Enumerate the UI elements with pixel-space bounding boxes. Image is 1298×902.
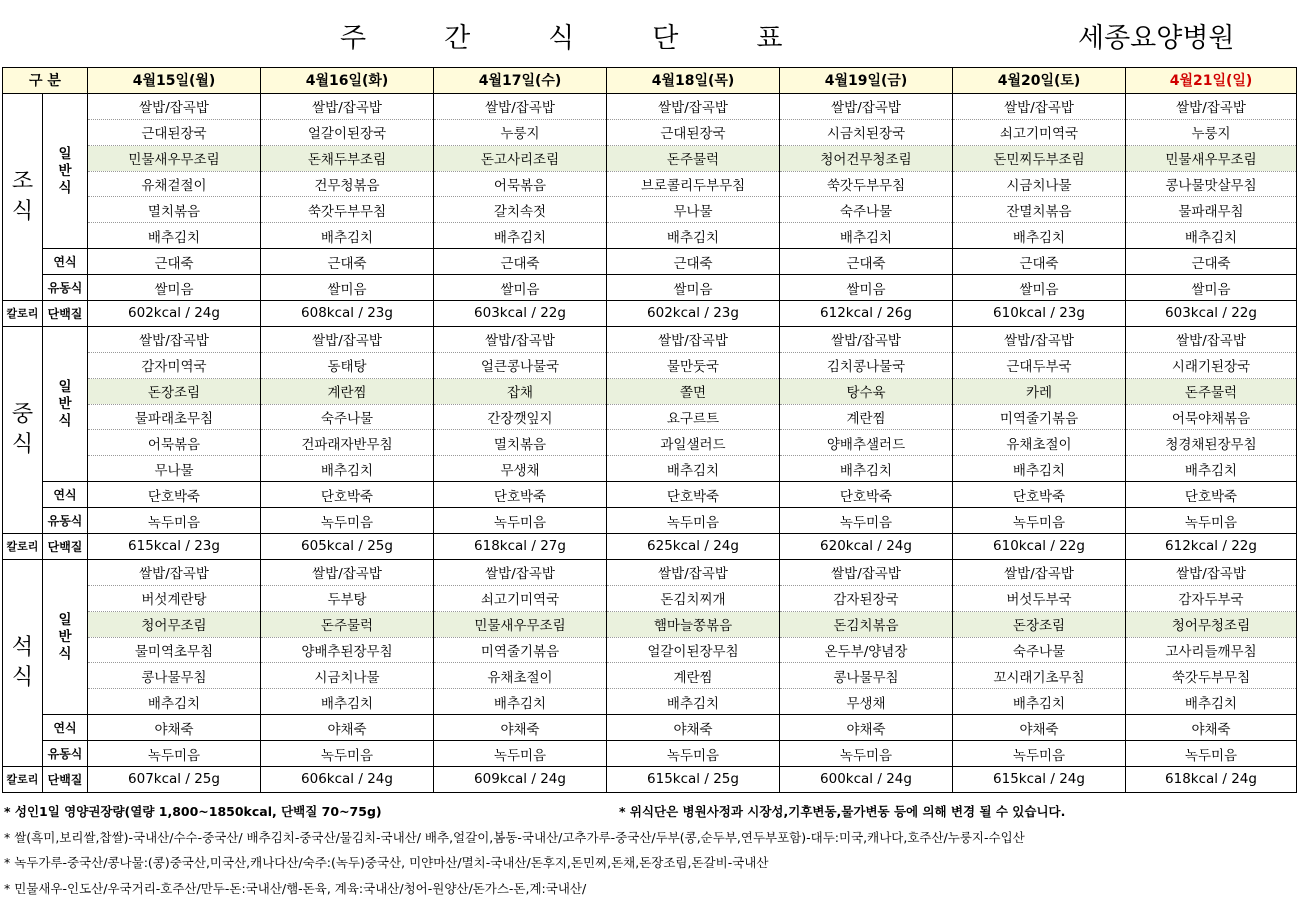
menu-item-cell: 근대두부국 — [953, 352, 1126, 378]
menu-item-cell: 녹두미음 — [261, 508, 434, 534]
menu-item-cell: 무생채 — [434, 456, 607, 482]
calorie-cell: 603kcal / 22g — [434, 301, 607, 327]
menu-item-cell: 쌀밥/잡곡밥 — [953, 559, 1126, 585]
general-label-char: 일 — [43, 146, 87, 163]
menu-item-cell: 쌀밥/잡곡밥 — [607, 559, 780, 585]
menu-item-cell: 돈김치찌개 — [607, 585, 780, 611]
calorie-cell: 602kcal / 23g — [607, 301, 780, 327]
menu-item-cell: 돈김치볶음 — [780, 611, 953, 637]
day-header: 4월17일(수) — [434, 68, 607, 94]
calorie-cell: 610kcal / 22g — [953, 534, 1126, 560]
lunch-section-label — [3, 326, 43, 533]
menu-item-cell: 쑥갓두부무침 — [261, 197, 434, 223]
calorie-cell: 615kcal / 23g — [88, 534, 261, 560]
page-header — [0, 0, 1298, 66]
breakfast-general-row — [3, 145, 1297, 171]
menu-item-cell: 양배추샐러드 — [780, 430, 953, 456]
menu-item-cell: 야채죽 — [607, 715, 780, 741]
menu-item-cell: 시래기된장국 — [1126, 352, 1297, 378]
menu-item-cell: 배추김치 — [953, 223, 1126, 249]
day-header: 4월18일(목) — [607, 68, 780, 94]
menu-item-cell: 어묵볶음 — [434, 171, 607, 197]
menu-item-cell: 쇠고기미역국 — [953, 119, 1126, 145]
menu-item-cell: 버섯두부국 — [953, 585, 1126, 611]
menu-item-cell: 쌀밥/잡곡밥 — [1126, 559, 1297, 585]
menu-item-cell: 감자두부국 — [1126, 585, 1297, 611]
menu-item-cell: 쌀미음 — [434, 275, 607, 301]
calorie-cell: 618kcal / 24g — [1126, 767, 1297, 793]
calorie-cell: 607kcal / 25g — [88, 767, 261, 793]
menu-item-cell: 배추김치 — [780, 456, 953, 482]
menu-item-cell: 콩나물무침 — [88, 663, 261, 689]
weekly-menu-table — [2, 67, 1297, 793]
menu-item-cell: 녹두미음 — [607, 741, 780, 767]
dinner-label-char: 석 — [3, 633, 42, 663]
general-label-char: 일 — [43, 612, 87, 629]
menu-item-cell: 무생채 — [780, 689, 953, 715]
menu-item-cell: 고사리들깨무침 — [1126, 637, 1297, 663]
lunch-general-row — [3, 352, 1297, 378]
notes-section — [4, 800, 1294, 902]
day-header: 4월20일(토) — [953, 68, 1126, 94]
menu-item-cell: 멸치볶음 — [434, 430, 607, 456]
menu-item-cell: 얼갈이된장무침 — [607, 637, 780, 663]
lunch-general-row — [3, 430, 1297, 456]
lunch-calorie-row — [3, 534, 1297, 560]
soft-diet-label: 연식 — [43, 249, 88, 275]
calorie-cell: 612kcal / 26g — [780, 301, 953, 327]
dinner-calorie-row — [3, 767, 1297, 793]
menu-item-cell: 멸치볶음 — [88, 197, 261, 223]
breakfast-calorie-row — [3, 301, 1297, 327]
menu-item-cell: 근대죽 — [434, 249, 607, 275]
menu-item-cell: 계란찜 — [261, 378, 434, 404]
menu-item-cell: 청경채된장무침 — [1126, 430, 1297, 456]
menu-item-cell: 카레 — [953, 378, 1126, 404]
menu-item-cell: 쌀밥/잡곡밥 — [607, 326, 780, 352]
liquid-diet-label: 유동식 — [43, 741, 88, 767]
nutrition-recommendation: * 성인1일 영양권장량(열량 1,800~1850kcal, 단백질 70~75g) — [4, 804, 382, 819]
menu-item-cell: 무나물 — [88, 456, 261, 482]
calorie-cell: 615kcal / 24g — [953, 767, 1126, 793]
calorie-cell: 608kcal / 23g — [261, 301, 434, 327]
menu-item-cell: 단호박죽 — [953, 482, 1126, 508]
menu-item-cell: 민물새우무조림 — [88, 145, 261, 171]
day-header: 4월21일(일) — [1126, 68, 1297, 94]
dinner-general-row — [3, 689, 1297, 715]
menu-item-cell: 콩나물맛살무침 — [1126, 171, 1297, 197]
menu-item-cell: 유채겉절이 — [88, 171, 261, 197]
menu-item-cell: 간장깻잎지 — [434, 404, 607, 430]
calorie-label: 칼로리 — [3, 301, 43, 327]
calorie-label: 칼로리 — [3, 534, 43, 560]
menu-item-cell: 녹두미음 — [953, 508, 1126, 534]
menu-item-cell: 녹두미음 — [1126, 508, 1297, 534]
menu-item-cell: 야채죽 — [780, 715, 953, 741]
menu-item-cell: 근대죽 — [261, 249, 434, 275]
calorie-cell: 620kcal / 24g — [780, 534, 953, 560]
menu-item-cell: 쌀밥/잡곡밥 — [434, 559, 607, 585]
calorie-cell: 609kcal / 24g — [434, 767, 607, 793]
dinner-liquid-row — [3, 741, 1297, 767]
menu-item-cell: 배추김치 — [434, 689, 607, 715]
menu-item-cell: 콩나물무침 — [780, 663, 953, 689]
menu-item-cell: 배추김치 — [607, 223, 780, 249]
menu-item-cell: 쑥갓두부무침 — [1126, 663, 1297, 689]
origin-note-2: * 녹두가루-중국산/콩나물:(콩)중국산,미국산,캐나다산/숙주:(녹두)중국산, 미얀마산/멸치-국내산/돈후지,돈민찌,돈채,돈장조림,돈갈비-국내산 — [4, 851, 1294, 877]
lunch-general-row — [3, 456, 1297, 482]
menu-item-cell: 미역줄기볶음 — [953, 404, 1126, 430]
menu-item-cell: 청어무조림 — [88, 611, 261, 637]
menu-item-cell: 쌀밥/잡곡밥 — [1126, 93, 1297, 119]
lunch-general-row — [3, 326, 1297, 352]
menu-item-cell: 녹두미음 — [780, 508, 953, 534]
menu-item-cell: 무나물 — [607, 197, 780, 223]
menu-item-cell: 과일샐러드 — [607, 430, 780, 456]
breakfast-general-row — [3, 93, 1297, 119]
menu-item-cell: 근대된장국 — [88, 119, 261, 145]
menu-item-cell: 잔멸치볶음 — [953, 197, 1126, 223]
menu-item-cell: 돈주물럭 — [1126, 378, 1297, 404]
menu-item-cell: 쑥갓두부무침 — [780, 171, 953, 197]
menu-item-cell: 얼큰콩나물국 — [434, 352, 607, 378]
menu-item-cell: 두부탕 — [261, 585, 434, 611]
menu-item-cell: 배추김치 — [434, 223, 607, 249]
menu-item-cell: 어묵볶음 — [88, 430, 261, 456]
note-line-1 — [4, 800, 1294, 826]
calorie-cell: 612kcal / 22g — [1126, 534, 1297, 560]
general-label-char: 반 — [43, 163, 87, 180]
dinner-general-row — [3, 611, 1297, 637]
breakfast-general-row — [3, 223, 1297, 249]
general-diet-label — [43, 326, 88, 481]
menu-item-cell: 청어건무청조림 — [780, 145, 953, 171]
breakfast-section-label — [3, 93, 43, 300]
menu-item-cell: 햄마늘쫑볶음 — [607, 611, 780, 637]
menu-item-cell: 쌀밥/잡곡밥 — [261, 326, 434, 352]
menu-item-cell: 물파래무침 — [1126, 197, 1297, 223]
menu-item-cell: 물파래초무침 — [88, 404, 261, 430]
menu-item-cell: 브로콜리두부무침 — [607, 171, 780, 197]
menu-item-cell: 감자된장국 — [780, 585, 953, 611]
change-notice: * 위식단은 병원사정과 시장성,기후변동,물가변동 등에 의해 변경 될 수 있습니다. — [619, 800, 1065, 824]
menu-item-cell: 녹두미음 — [434, 508, 607, 534]
calorie-cell: 605kcal / 25g — [261, 534, 434, 560]
lunch-general-row — [3, 378, 1297, 404]
menu-item-cell: 계란찜 — [607, 663, 780, 689]
general-diet-label — [43, 559, 88, 714]
lunch-label-char: 중 — [3, 400, 42, 430]
menu-item-cell: 유채초절이 — [953, 430, 1126, 456]
menu-item-cell: 단호박죽 — [780, 482, 953, 508]
menu-item-cell: 김치콩나물국 — [780, 352, 953, 378]
general-label-char: 반 — [43, 396, 87, 413]
day-header: 4월19일(금) — [780, 68, 953, 94]
general-label-char: 식 — [43, 413, 87, 430]
dinner-soft-row — [3, 715, 1297, 741]
breakfast-soft-row — [3, 249, 1297, 275]
menu-item-cell: 쇠고기미역국 — [434, 585, 607, 611]
menu-item-cell: 돈채두부조림 — [261, 145, 434, 171]
general-label-char: 식 — [43, 646, 87, 663]
dinner-label-char: 식 — [3, 663, 42, 693]
menu-item-cell: 쌀밥/잡곡밥 — [607, 93, 780, 119]
menu-item-cell: 유채초절이 — [434, 663, 607, 689]
protein-label: 단백질 — [43, 767, 88, 793]
breakfast-label-char: 식 — [3, 197, 42, 227]
menu-item-cell: 쌀밥/잡곡밥 — [88, 326, 261, 352]
menu-item-cell: 꼬시래기초무침 — [953, 663, 1126, 689]
menu-item-cell: 건파래자반무침 — [261, 430, 434, 456]
page-title: 주간식단표 — [340, 16, 860, 55]
menu-item-cell: 쌀미음 — [1126, 275, 1297, 301]
menu-item-cell: 동태탕 — [261, 352, 434, 378]
menu-item-cell: 근대죽 — [88, 249, 261, 275]
menu-item-cell: 쌀밥/잡곡밥 — [261, 93, 434, 119]
menu-item-cell: 청어무청조림 — [1126, 611, 1297, 637]
breakfast-general-row — [3, 171, 1297, 197]
menu-item-cell: 쌀밥/잡곡밥 — [780, 326, 953, 352]
menu-item-cell: 시금치나물 — [953, 171, 1126, 197]
menu-item-cell: 배추김치 — [1126, 689, 1297, 715]
menu-item-cell: 야채죽 — [261, 715, 434, 741]
menu-item-cell: 갈치속젓 — [434, 197, 607, 223]
menu-item-cell: 야채죽 — [953, 715, 1126, 741]
lunch-label-char: 식 — [3, 430, 42, 460]
menu-item-cell: 배추김치 — [88, 223, 261, 249]
hospital-name: 세종요양병원 — [1078, 16, 1235, 55]
menu-item-cell: 근대죽 — [780, 249, 953, 275]
general-diet-label — [43, 93, 88, 248]
menu-item-cell: 근대죽 — [607, 249, 780, 275]
menu-item-cell: 돈주물럭 — [261, 611, 434, 637]
menu-item-cell: 미역줄기볶음 — [434, 637, 607, 663]
menu-item-cell: 감자미역국 — [88, 352, 261, 378]
dinner-general-row — [3, 663, 1297, 689]
menu-item-cell: 쌀밥/잡곡밥 — [1126, 326, 1297, 352]
calorie-cell: 610kcal / 23g — [953, 301, 1126, 327]
menu-item-cell: 배추김치 — [88, 689, 261, 715]
menu-item-cell: 돈민찌두부조림 — [953, 145, 1126, 171]
menu-item-cell: 시금치된장국 — [780, 119, 953, 145]
menu-item-cell: 요구르트 — [607, 404, 780, 430]
dinner-general-row — [3, 637, 1297, 663]
menu-item-cell: 쌀밥/잡곡밥 — [88, 559, 261, 585]
menu-item-cell: 근대죽 — [1126, 249, 1297, 275]
menu-item-cell: 숙주나물 — [780, 197, 953, 223]
menu-item-cell: 단호박죽 — [434, 482, 607, 508]
menu-item-cell: 녹두미음 — [1126, 741, 1297, 767]
menu-item-cell: 단호박죽 — [1126, 482, 1297, 508]
menu-item-cell: 숙주나물 — [953, 637, 1126, 663]
calorie-cell: 602kcal / 24g — [88, 301, 261, 327]
menu-item-cell: 쌀밥/잡곡밥 — [88, 93, 261, 119]
breakfast-general-row — [3, 119, 1297, 145]
menu-item-cell: 온두부/양념장 — [780, 637, 953, 663]
protein-label: 단백질 — [43, 301, 88, 327]
lunch-liquid-row — [3, 508, 1297, 534]
menu-item-cell: 숙주나물 — [261, 404, 434, 430]
calorie-label: 칼로리 — [3, 767, 43, 793]
day-header: 4월16일(화) — [261, 68, 434, 94]
menu-item-cell: 쌀밥/잡곡밥 — [434, 93, 607, 119]
category-header: 구 분 — [3, 68, 88, 94]
menu-item-cell: 양배추된장무침 — [261, 637, 434, 663]
menu-item-cell: 배추김치 — [1126, 456, 1297, 482]
menu-item-cell: 돈장조림 — [953, 611, 1126, 637]
menu-item-cell: 물미역초무침 — [88, 637, 261, 663]
menu-item-cell: 녹두미음 — [261, 741, 434, 767]
dinner-general-row — [3, 559, 1297, 585]
calorie-cell: 625kcal / 24g — [607, 534, 780, 560]
menu-item-cell: 쌀미음 — [607, 275, 780, 301]
menu-item-cell: 민물새우무조림 — [434, 611, 607, 637]
menu-item-cell: 배추김치 — [261, 456, 434, 482]
menu-item-cell: 근대죽 — [953, 249, 1126, 275]
menu-item-cell: 쌀미음 — [88, 275, 261, 301]
menu-item-cell: 녹두미음 — [434, 741, 607, 767]
lunch-soft-row — [3, 482, 1297, 508]
breakfast-liquid-row — [3, 275, 1297, 301]
menu-item-cell: 쌀밥/잡곡밥 — [434, 326, 607, 352]
menu-item-cell: 쌀미음 — [780, 275, 953, 301]
menu-item-cell: 얼갈이된장국 — [261, 119, 434, 145]
menu-item-cell: 녹두미음 — [780, 741, 953, 767]
menu-item-cell: 단호박죽 — [607, 482, 780, 508]
soft-diet-label: 연식 — [43, 482, 88, 508]
origin-note-3: * 민물새우-인도산/우국거리-호주산/만두-돈:국내산/햄-돈육, 계육:국내산/청어-원양산/돈가스-돈,계:국내산/ — [4, 877, 1294, 902]
menu-item-cell: 야채죽 — [1126, 715, 1297, 741]
menu-item-cell: 쌀미음 — [261, 275, 434, 301]
origin-note-1: * 쌀(흑미,보리쌀,찹쌀)-국내산/수수-중국산/ 배추김치-중국산/물김치-국내산/ 배추,얼갈이,봄동-국내산/고추가루-중국산/두부(콩,순두부,연두부포함)-대두:미국,캐나다,호주산/누룽지-수입산 — [4, 826, 1294, 852]
menu-item-cell: 어묵야채볶음 — [1126, 404, 1297, 430]
menu-item-cell: 배추김치 — [1126, 223, 1297, 249]
menu-item-cell: 근대된장국 — [607, 119, 780, 145]
liquid-diet-label: 유동식 — [43, 275, 88, 301]
menu-item-cell: 쌀밥/잡곡밥 — [780, 559, 953, 585]
breakfast-label-char: 조 — [3, 167, 42, 197]
menu-item-cell: 녹두미음 — [88, 508, 261, 534]
menu-item-cell: 배추김치 — [261, 223, 434, 249]
menu-item-cell: 쌀밥/잡곡밥 — [953, 93, 1126, 119]
calorie-cell: 603kcal / 22g — [1126, 301, 1297, 327]
menu-item-cell: 버섯계란탕 — [88, 585, 261, 611]
menu-item-cell: 야채죽 — [434, 715, 607, 741]
menu-item-cell: 단호박죽 — [88, 482, 261, 508]
menu-item-cell: 야채죽 — [88, 715, 261, 741]
general-label-char: 일 — [43, 379, 87, 396]
lunch-general-row — [3, 404, 1297, 430]
menu-item-cell: 민물새우무조림 — [1126, 145, 1297, 171]
menu-item-cell: 녹두미음 — [953, 741, 1126, 767]
header-row — [3, 68, 1297, 94]
calorie-cell: 615kcal / 25g — [607, 767, 780, 793]
menu-item-cell: 건무청볶음 — [261, 171, 434, 197]
menu-item-cell: 배추김치 — [953, 689, 1126, 715]
general-label-char: 반 — [43, 629, 87, 646]
soft-diet-label: 연식 — [43, 715, 88, 741]
calorie-cell: 618kcal / 27g — [434, 534, 607, 560]
menu-item-cell: 돈주물럭 — [607, 145, 780, 171]
menu-item-cell: 녹두미음 — [88, 741, 261, 767]
day-header: 4월15일(월) — [88, 68, 261, 94]
menu-item-cell: 쌀밥/잡곡밥 — [261, 559, 434, 585]
menu-item-cell: 탕수육 — [780, 378, 953, 404]
menu-item-cell: 쫄면 — [607, 378, 780, 404]
calorie-cell: 600kcal / 24g — [780, 767, 953, 793]
menu-item-cell: 배추김치 — [607, 689, 780, 715]
menu-item-cell: 계란찜 — [780, 404, 953, 430]
breakfast-general-row — [3, 197, 1297, 223]
menu-item-cell: 시금치나물 — [261, 663, 434, 689]
menu-item-cell: 배추김치 — [261, 689, 434, 715]
menu-item-cell: 물만둣국 — [607, 352, 780, 378]
general-label-char: 식 — [43, 180, 87, 197]
menu-item-cell: 돈장조림 — [88, 378, 261, 404]
menu-item-cell: 단호박죽 — [261, 482, 434, 508]
calorie-cell: 606kcal / 24g — [261, 767, 434, 793]
menu-item-cell: 녹두미음 — [607, 508, 780, 534]
menu-item-cell: 누룽지 — [1126, 119, 1297, 145]
menu-item-cell: 쌀밥/잡곡밥 — [953, 326, 1126, 352]
menu-item-cell: 쌀밥/잡곡밥 — [780, 93, 953, 119]
menu-item-cell: 배추김치 — [953, 456, 1126, 482]
dinner-section-label — [3, 559, 43, 766]
menu-item-cell: 돈고사리조림 — [434, 145, 607, 171]
liquid-diet-label: 유동식 — [43, 508, 88, 534]
menu-item-cell: 배추김치 — [780, 223, 953, 249]
menu-item-cell: 쌀미음 — [953, 275, 1126, 301]
menu-item-cell: 배추김치 — [607, 456, 780, 482]
protein-label: 단백질 — [43, 534, 88, 560]
menu-item-cell: 잡채 — [434, 378, 607, 404]
menu-item-cell: 누룽지 — [434, 119, 607, 145]
dinner-general-row — [3, 585, 1297, 611]
